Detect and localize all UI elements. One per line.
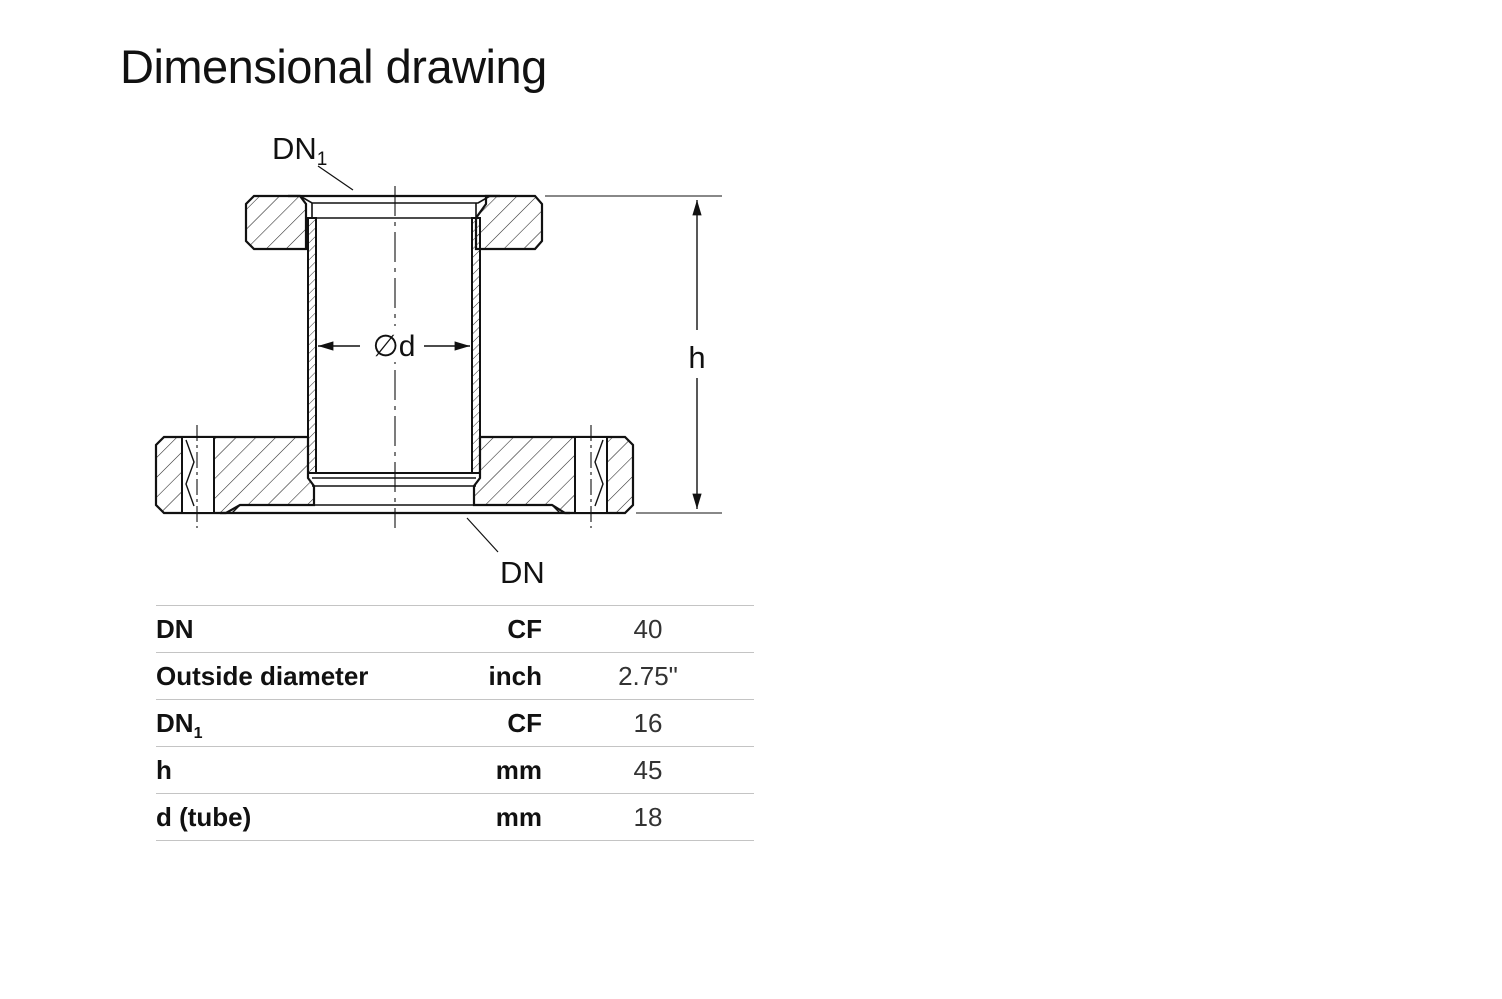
param-cell: d (tube) — [156, 794, 476, 841]
diameter-label: ∅d — [372, 330, 416, 363]
table-row — [156, 794, 754, 841]
param-cell: $DN_1$ — [156, 700, 476, 747]
diameter-dimension — [318, 326, 470, 363]
specs-table — [156, 605, 754, 841]
dn-label: DN — [500, 555, 545, 590]
value-cell: 16 — [542, 700, 754, 747]
dn1-leader — [272, 131, 353, 190]
param-cell: Outside diameter — [156, 653, 476, 700]
unit-cell: mm — [476, 747, 542, 794]
table-row — [156, 606, 754, 653]
dn1-label: DN1 — [272, 131, 328, 170]
unit-cell: CF — [476, 700, 542, 747]
param-cell: DN — [156, 606, 476, 653]
top-flange — [246, 196, 542, 249]
value-cell: 45 — [542, 747, 754, 794]
table-row — [156, 653, 754, 700]
unit-cell: CF — [476, 606, 542, 653]
value-cell: 18 — [542, 794, 754, 841]
param-cell: h — [156, 747, 476, 794]
unit-cell: inch — [476, 653, 542, 700]
table-row — [156, 747, 754, 794]
table-row — [156, 700, 754, 747]
height-label: h — [688, 340, 706, 375]
value-cell: 40 — [542, 606, 754, 653]
dn-leader — [467, 518, 545, 590]
value-cell: 2.75" — [542, 653, 754, 700]
page-title: Dimensional drawing — [120, 40, 547, 93]
unit-cell: mm — [476, 794, 542, 841]
